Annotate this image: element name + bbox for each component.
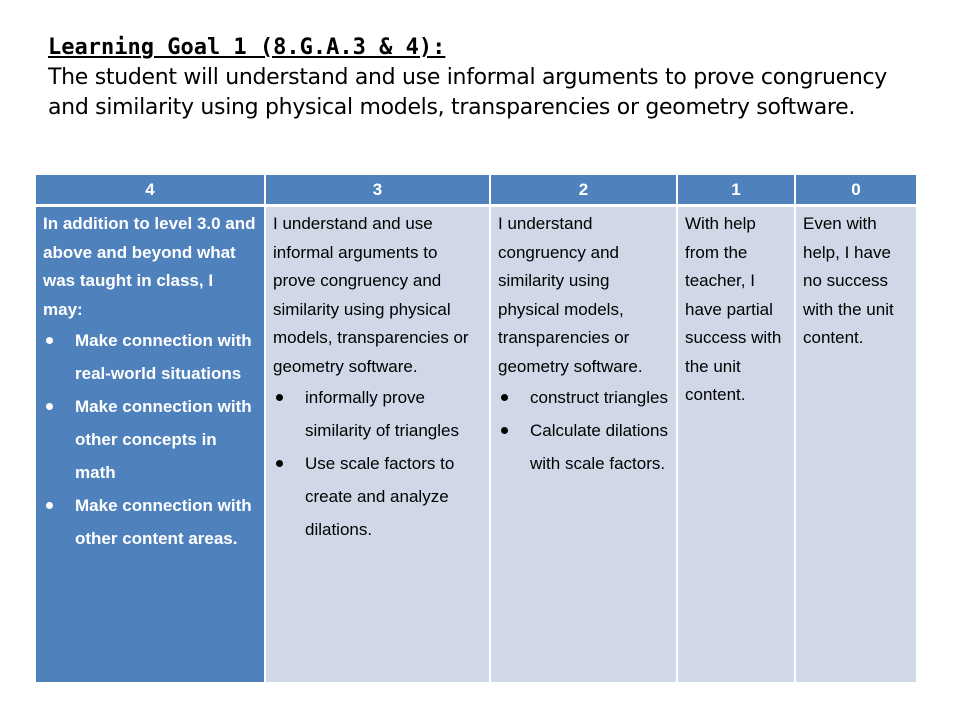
level-0-text: Even with help, I have no success with the unit content.	[803, 214, 894, 347]
header-level-1: 1	[677, 175, 795, 206]
list-item	[273, 381, 481, 447]
list-item-text: Make connection with real-world situations	[75, 331, 252, 383]
level-2-bullet-list	[498, 381, 668, 480]
bullet-icon	[501, 427, 508, 434]
list-item	[498, 381, 668, 414]
rubric-header-row	[36, 175, 916, 206]
list-item-text: Calculate dilations with scale factors.	[530, 421, 668, 473]
list-item-text: Make connection with other concepts in math	[75, 397, 252, 482]
level-3-bullet-list	[273, 381, 481, 546]
cell-level-1	[677, 206, 795, 683]
level-3-intro-text: I understand and use informal arguments to prove congruency and similarity using physical models, transparencies or geometry software.	[273, 214, 469, 376]
header-level-2: 2	[490, 175, 677, 206]
header-level-3: 3	[265, 175, 490, 206]
cell-level-4	[36, 206, 265, 683]
bullet-icon	[46, 502, 53, 509]
level-4-intro-text: In addition to level 3.0 and above and beyond what was taught in class, I may:	[43, 214, 256, 319]
slide-title: Learning Goal 1 (8.G.A.3 & 4):	[48, 35, 446, 60]
level-2-intro-text: I understand congruency and similarity using physical models, transparencies or geometry software.	[498, 214, 643, 376]
bullet-icon	[501, 394, 508, 401]
header-level-0: 0	[795, 175, 916, 206]
header-level-4: 4	[36, 175, 265, 206]
level-1-text: With help from the teacher, I have partial success with the unit content.	[685, 214, 782, 404]
list-item	[43, 489, 256, 555]
bullet-icon	[46, 337, 53, 344]
cell-level-2	[490, 206, 677, 683]
bullet-icon	[276, 394, 283, 401]
bullet-icon	[46, 403, 53, 410]
list-item	[43, 324, 256, 390]
level-4-bullet-list	[43, 324, 256, 555]
list-item-text: Make connection with other content areas.	[75, 496, 252, 548]
list-item-text: Use scale factors to create and analyze dilations.	[305, 454, 455, 539]
cell-level-3	[265, 206, 490, 683]
bullet-icon	[276, 460, 283, 467]
list-item	[43, 390, 256, 489]
rubric-description-row	[36, 206, 916, 683]
list-item-text: informally prove similarity of triangles	[305, 388, 459, 440]
list-item	[498, 414, 668, 480]
list-item-text: construct triangles	[530, 388, 668, 407]
rubric-table	[36, 175, 916, 682]
learning-goal-text: The student will understand and use informal arguments to prove congruency and similarity using physical models, transparencies or geometry software.	[48, 65, 887, 120]
cell-level-0	[795, 206, 916, 683]
list-item	[273, 447, 481, 546]
